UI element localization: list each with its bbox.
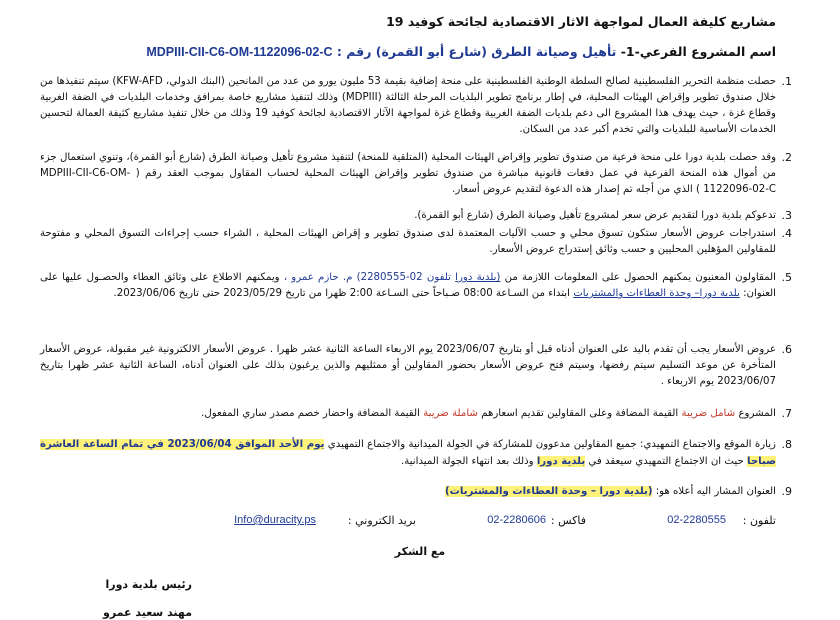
meeting-location: بلدية دورا	[536, 456, 586, 467]
item-8	[40, 436, 792, 470]
item-2	[40, 150, 792, 198]
item-text-3: وذلك بعد انتهاء الجولة الميدانية.	[401, 456, 534, 467]
item-text-2: ويمكنهم الاطلاع على وثائق العطاء والحصـول عليها على العنوان:	[40, 272, 776, 299]
item-number: 5.	[781, 271, 792, 284]
item-text: تدعوكم بلدية دورا لتقديم عرض سعر لمشروع تأهيل وصيانة الطرق (شارع أبو القمرة).	[414, 210, 776, 221]
fax-value: 02-2280606	[487, 514, 546, 526]
document-title: مشاريع كليفة العمال لمواجهة الاثار الاقتصادية لجائحة كوفيد 19	[386, 14, 776, 29]
site-visit-date: يوم الأحد الموافق 2023/06/04 في تمام الساعة العاشرة صباحا	[40, 439, 776, 467]
email-link[interactable]: Info@duracity.ps	[234, 514, 316, 526]
project-subject	[60, 44, 776, 59]
item-number: 8.	[781, 438, 792, 451]
item-text-3: القيمة المضافة واحضار خصم مصدر ساري المفعول.	[201, 408, 420, 419]
item-number: 3.	[781, 209, 792, 222]
contact-person: تلفون 02-2280555) م. حازم عمرو ،	[283, 272, 451, 283]
item-text-1: المقاولون المعنيون يمكنهم الحصول على المعلومات اللازمة من	[504, 272, 776, 283]
item-number: 6.	[781, 343, 792, 356]
item-7	[40, 406, 792, 422]
item-text: عروض الأسعار يجب أن تقدم باليد على العنوان أدناه قبل أو بتاريخ 2023/06/07 يوم الاربعاء الساعة الثانية عشر ظهرا . عروض الأسعار الالكترونية غير مقبولة، عروض الأسعار المتأخرة عن موعد التسليم سيتم رفضها، وسيتم فتح عروض الأسعار بحضور المقاولين أو ممثليهم والذين يرغبون بذلك على العنوان أدناه، الساعة الثانية عشر ظهرا بتاريخ 2023/06/07 يوم الاربعاء .	[40, 344, 776, 387]
subject-code: MDPIII-CII-C6-OM-1122096-02-C	[146, 45, 333, 59]
item-text-2: القيمة المضافة وعلى المقاولين تقديم اسعارهم	[481, 408, 679, 419]
contact-line	[60, 514, 776, 532]
item-text-1: زيارة الموقع والاجتماع التمهيدي: جميع المقاولين مدعوون للمشاركة في الجولة الميدانية والاجتماع التمهيدي	[327, 439, 776, 450]
item-number: 1.	[781, 75, 792, 88]
fax-label: فاكس :	[550, 514, 586, 527]
subject-label: اسم المشروع الفرعي-1-	[620, 44, 776, 59]
item-text: استدراجات عروض الأسعار ستكون تسوق محلي و حسب الآليات المعتمدة لدى صندوق تطوير و إقراض الهيئات المحلية ، الشراء حسب إجراءات التسوق المحلي و مفتوحة للمقاولين المؤهلين المحليين و حسب وثائق إستدراج عروض الأسعار.	[40, 228, 776, 255]
item-text: وقد حصلت بلدية دورا على منحة فرعية من صندوق تطوير وإقراض الهيئات المحلية (المتلقية للمنحة) لتنفيذ مشروع تأهيل وصيانة الطرق (شارع أبو القمرة)، وتنوي استعمال جزء من أموال هذه المنحة الفرعية في عمل دفعات قانونية مباشرة من صندوق تطوير وإقراض الهيئات المحلية لحساب المقاول بموجب العقد رقم ( MDPIII-CII-C6-OM-1122096-02-C ) الذي من أجله تم إصدار هذه الدعوة لتقديم عروض أسعار.	[40, 152, 776, 195]
phone-label: تلفون :	[742, 514, 776, 527]
item-1	[40, 74, 792, 138]
tenders-unit-link: بلدية دورا– وحدة العطاءات والمشتريات	[573, 288, 740, 299]
address-highlight: (بلدية دورا – وحدة العطاءات والمشتريات)	[444, 486, 653, 497]
signer-title: رئيس بلدية دورا	[105, 578, 192, 591]
item-number: 2.	[781, 151, 792, 164]
item-text-1: المشروع	[738, 408, 776, 419]
subject-name: تأهيل وصيانة الطرق (شارع أبو القمرة)	[375, 44, 617, 59]
item-text-3: ابتداء من السـاعة 08:00 صـباحاً حتى السـاعة 2:00 ظهرا من تاريخ 2023/05/29 حتى تاريخ 2023/06/06.	[113, 288, 570, 299]
item-9	[40, 484, 792, 500]
item-5	[40, 270, 792, 302]
item-6	[40, 342, 792, 390]
phone-value: 02-2280555	[667, 514, 726, 526]
subject-ref-label: رقم :	[336, 44, 372, 59]
vat-inclusive-2: شاملة ضريبة	[423, 408, 478, 419]
closing-regards: مع الشكر	[394, 545, 446, 558]
municipality-link: (بلدية دورا	[455, 272, 501, 283]
signer-name: مهند سعيد عمرو	[102, 606, 192, 619]
vat-inclusive-1: شامل ضريبة	[681, 408, 736, 419]
item-3	[40, 208, 792, 224]
item-4	[40, 226, 792, 258]
item-number: 7.	[781, 407, 792, 420]
item-number: 4.	[781, 227, 792, 240]
email-label: بريد الكتروني :	[347, 514, 416, 527]
item-text-2: حيث ان الاجتماع التمهيدي سيعقد في	[588, 456, 744, 467]
item-text: حصلت منظمة التحرير الفلسطينية لصالح السلطة الوطنية الفلسطينية على منحة إضافية بقيمة 53 مليون يورو من عدد من المانحين (البنك الدولي، KFW-AFD) سيتم تنفيذها من خلال صندوق تطوير وإقراض الهيئات المحلية، في إطار برنامج تطوير البلديات المرحلة الثالثة (MDPIII) وذلك لتنفيذ مشاريع خاصة بمرافق وخدمات البلديات في الضفة الغربية وقطاع غزة ، حيث يهدف هذا المشروع الى دعم بلديات الضفة الغربية وقطاع غزة لمواجهة الآثار الاقتصادية لجائحة كوفيد 19 وذلك من خلال تنفيذ مشاريع كثيفة العمالة لتحسين الخدمات الأساسية للبلديات والتي تخدم أكبر عدد من السكان.	[40, 76, 777, 135]
item-text-1: العنوان المشار اليه أعلاه هو:	[655, 486, 776, 497]
item-number: 9.	[781, 485, 792, 498]
